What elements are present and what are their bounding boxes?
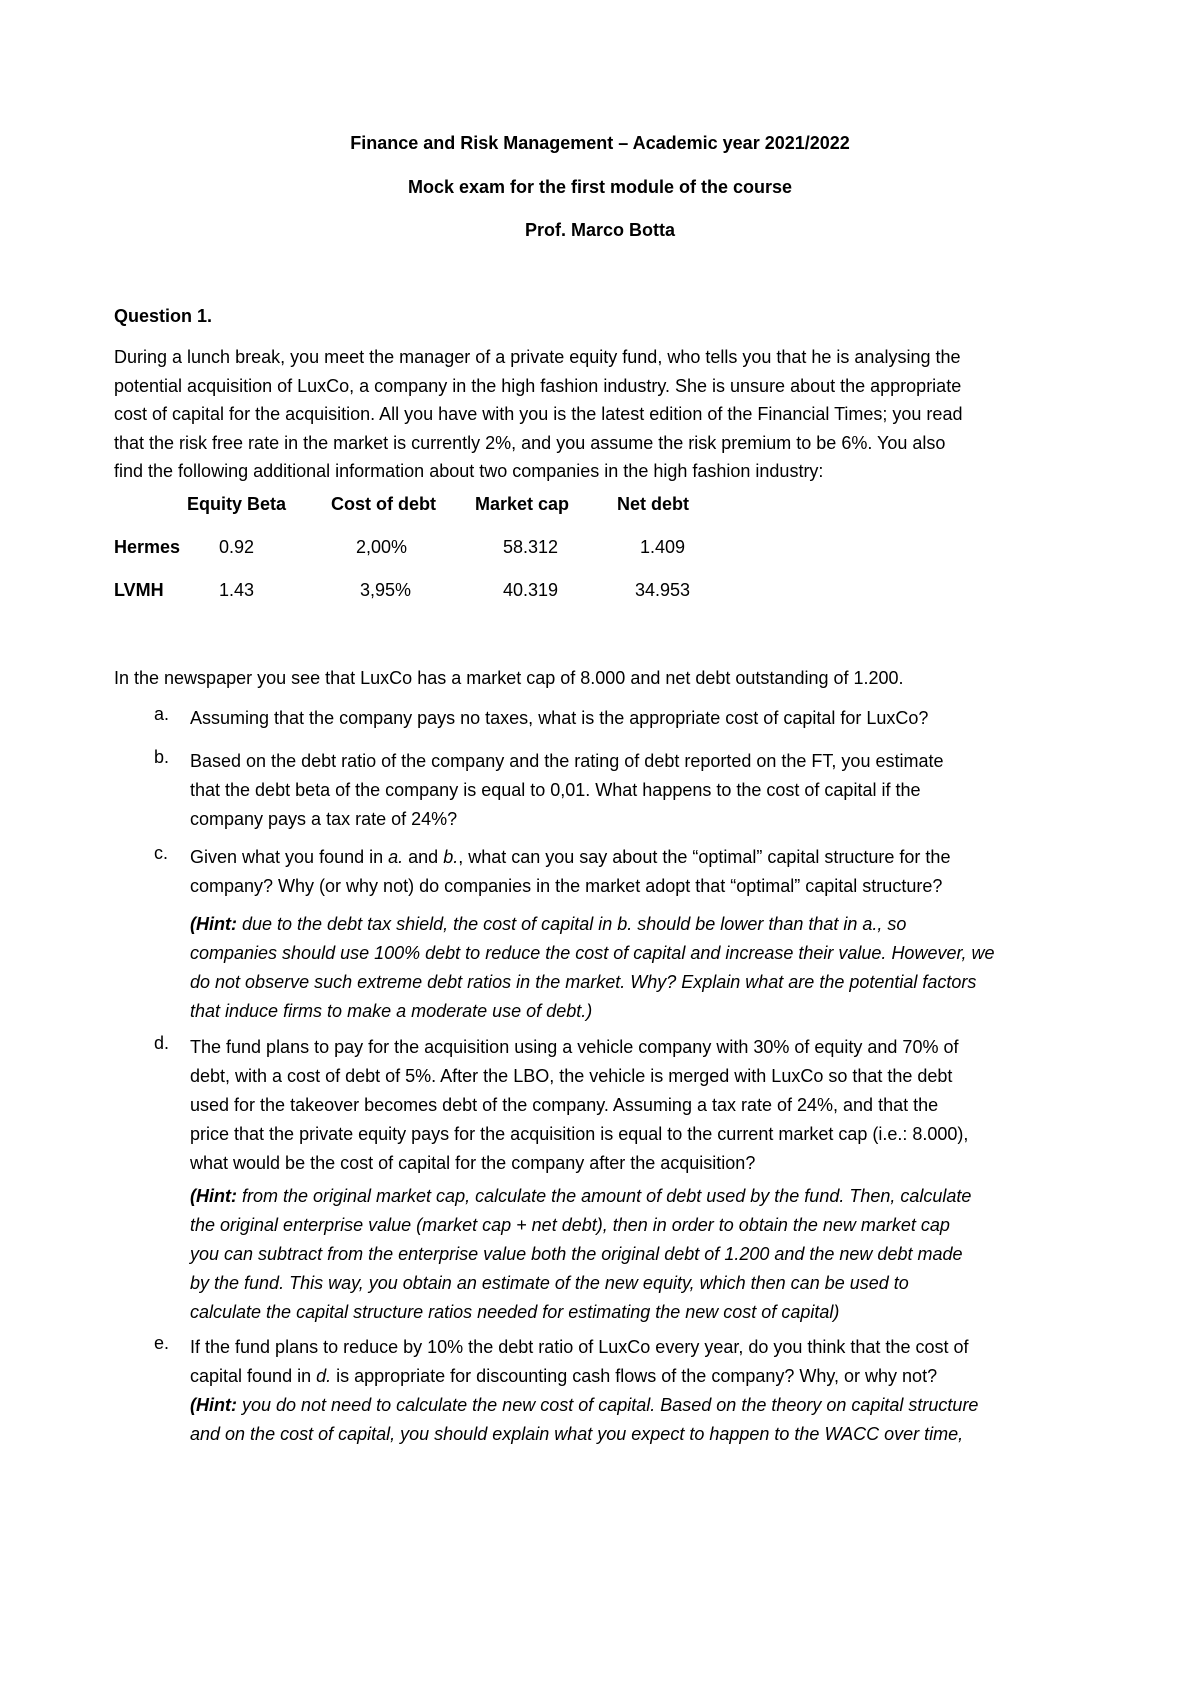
hint-line: (Hint: due to the debt tax shield, the cost of capital in b. should be lower than that in a., so [190,914,907,934]
text-run: you do not need to calculate the new cost of capital. Based on the theory on capital structure [236,1395,979,1415]
item-line: debt, with a cost of debt of 5%. After the LBO, the vehicle is merged with LuxCo so that the debt [190,1066,953,1086]
text-run: from the original market cap, calculate the amount of debt used by the fund. Then, calculate [236,1186,972,1206]
table-cell: 0.92 [219,537,255,557]
item-line: used for the takeover becomes debt of the company. Assuming a tax rate of 24%, and that the [190,1095,939,1115]
item-line: company pays a tax rate of 24%? [190,809,458,829]
text-run: and [403,847,444,867]
text-run: due to the debt tax shield, the cost of capital in b. should be lower than that in a., so [236,914,907,934]
intro-line: find the following additional information about two companies in the high fashion industry: [114,461,824,481]
item-a-marker: a. [154,704,170,724]
item-line [190,843,1090,872]
hint-line: (Hint: you do not need to calculate the new cost of capital. Based on the theory on capital structure [190,1395,979,1415]
item-line: company? Why (or why not) do companies in the market adopt that “optimal” capital structure? [190,876,943,896]
table-cell: 34.953 [635,580,691,600]
hint-line: calculate the capital structure ratios needed for estimating the new cost of capital) [190,1302,840,1322]
hint-line: by the fund. This way, you obtain an estimate of the new equity, which then can be used to [190,1273,909,1293]
item-line: Based on the debt ratio of the company and the rating of debt reported on the FT, you estimate [190,751,944,771]
item-d-hint [190,1182,1090,1327]
intro-line: that the risk free rate in the market is currently 2%, and you assume the risk premium to be 6%. You also [114,432,946,453]
text-run-italic: b. [443,847,459,867]
table-cell: 58.312 [503,537,559,557]
item-c-hint [190,910,1090,1026]
document-title: Finance and Risk Management – Academic year 2021/2022 [350,133,850,153]
item-b-marker: b. [154,747,170,767]
item-e-marker: e. [154,1333,170,1353]
hint-line: (Hint: from the original market cap, calculate the amount of debt used by the fund. Then, calculate [190,1186,972,1206]
column-header-market-cap: Market cap [475,494,570,514]
text-run: capital found in [190,1366,317,1386]
item-line: that the debt beta of the company is equal to 0,01. What happens to the cost of capital if the [190,780,921,800]
item-a-text [190,704,1090,733]
intro-paragraph [114,343,962,486]
text-run-italic: d. [316,1366,332,1386]
column-header-cost-of-debt: Cost of debt [331,494,436,514]
hint-label: Hint: [196,1186,237,1206]
table-cell: 1.409 [640,537,686,557]
row-name-hermes: Hermes [114,537,181,557]
hint-line: and on the cost of capital, you should explain what you expect to happen to the WACC over time, [190,1424,964,1444]
document-subtitle: Mock exam for the first module of the course [407,177,793,197]
table-cell: 3,95% [360,580,412,600]
item-c-text [190,843,1090,901]
text-run: Given what you found in [190,847,389,867]
item-line: Assuming that the company pays no taxes, what is the appropriate cost of capital for LuxCo? [190,708,929,728]
item-line: price that the private equity pays for the acquisition is equal to the current market cap (i.e.: 8.000), [190,1124,969,1144]
column-header-equity-beta: Equity Beta [187,494,287,514]
hint-line: that induce firms to make a moderate use of debt.) [190,1001,593,1021]
item-line [190,1362,1090,1391]
table-cell: 1.43 [219,580,255,600]
item-b-text [190,747,1090,834]
hint-line: companies should use 100% debt to reduce the cost of capital and increase their value. However, we [190,943,995,963]
item-line: The fund plans to pay for the acquisition using a vehicle company with 30% of equity and 70% of [190,1037,959,1057]
hint-line: do not observe such extreme debt ratios in the market. Why? Explain what are the potential factors [190,972,977,992]
hint-line: the original enterprise value (market cap + net debt), then in order to obtain the new market cap [190,1215,950,1235]
intro-line: During a lunch break, you meet the manager of a private equity fund, who tells you that he is analysing the [114,347,961,367]
newspaper-line: In the newspaper you see that LuxCo has a market cap of 8.000 and net debt outstanding of 1.200. [114,668,904,688]
table-cell: 2,00% [356,537,408,557]
item-d-text [190,1033,1090,1178]
column-header-net-debt: Net debt [617,494,689,514]
hint-line: you can subtract from the enterprise value both the original debt of 1.200 and the new debt made [190,1244,963,1264]
intro-line: cost of capital for the acquisition. All you have with you is the latest edition of the Financial Times; you read [114,404,963,424]
row-name-lvmh: LVMH [114,580,164,600]
text-run: is appropriate for discounting cash flows of the company? Why, or why not? [331,1366,938,1386]
text-run-italic: a. [388,847,404,867]
hint-label: Hint: [196,1395,237,1415]
item-e-text [190,1333,1090,1449]
item-line: what would be the cost of capital for the company after the acquisition? [190,1153,756,1173]
question-title: Question 1. [114,306,213,326]
item-d-marker: d. [154,1033,170,1053]
professor-name: Prof. Marco Botta [524,220,675,240]
text-run: , what can you say about the “optimal” capital structure for the [458,847,951,867]
table-cell: 40.319 [503,580,559,600]
hint-label: Hint: [196,914,237,934]
item-line: If the fund plans to reduce by 10% the debt ratio of LuxCo every year, do you think that the cost of [190,1337,969,1357]
item-c-marker: c. [154,843,169,863]
intro-line: potential acquisition of LuxCo, a company in the high fashion industry. She is unsure about the appropriate [114,375,962,396]
